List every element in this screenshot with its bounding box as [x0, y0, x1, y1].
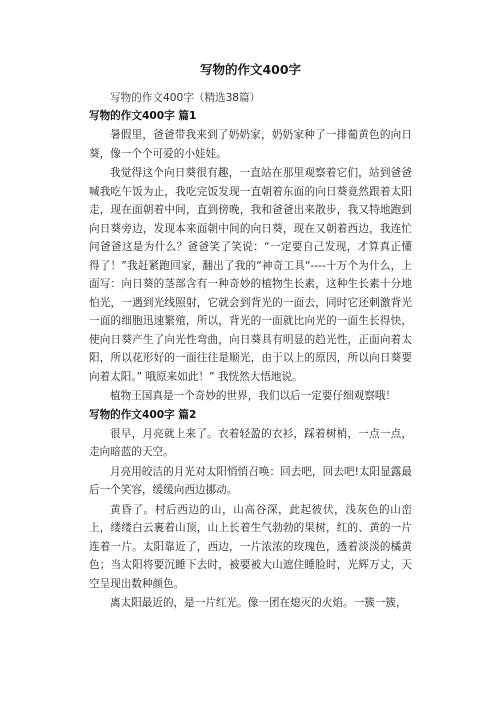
paragraph: 月亮用皎洁的月光对太阳悄悄召唤：回去吧，回去吧!太阳显露最后一个笑容，缓缓向西边挪动。 — [89, 465, 412, 496]
paragraph: 黄昏了。村后西边的山，山高谷深，此起彼伏，浅灰色的山峦上，缕缕白云裹着山顶，山上长着生气勃勃的果树，红的、黄的一片连着一片。太阳靠近了，西边，一片浓浓的玫瑰色，透着淡淡的橘黄色；当太阳将要沉睡下去时，被要被大山遮住睡脸时，光辉万丈，天空呈现出数种颜色。 — [89, 503, 412, 590]
paragraph: 暑假里，爸爸带我来到了奶奶家，奶奶家种了一排葡黄色的向日葵，像一个个可爱的小娃娃。 — [89, 129, 412, 160]
document-title: 写物的作文400字 — [199, 62, 302, 77]
paragraph: 离太阳最近的，是一片红光。像一团在熄灭的火焰。一簇一簇， — [110, 597, 407, 609]
document-subtitle: 写物的作文400字（精选38篇） — [110, 92, 261, 104]
section-heading: 写物的作文400字 篇2 — [89, 408, 197, 421]
paragraph: 很早，月亮就上来了。衣着轻盈的衣衫，踩着树梢，一点一点，走向暗蓝的天空。 — [89, 427, 412, 458]
essay-section-1 — [89, 108, 412, 406]
paragraph: 植物王国真是一个奇妙的世界，我们以后一定要仔细观察哦！ — [110, 390, 397, 402]
essay-section-2 — [89, 407, 412, 613]
paragraph: 我觉得这个向日葵很有趣，一直站在那里观察着它们，站到爸爸喊我吃午饭为止，我吃完饭发现一直朝着东面的向日葵竟然跟着太阳走，现在面朝着中间，直到傍晚，我和爸爸出来散步，我又特地跑到向日葵旁边，发现本来面朝中间的向日葵，现在又朝着西边，我连忙问爸爸这是为什么？爸爸笑了笑说：“一定要自己发现，才算真正懂得了！”我赶紧跑回家，翻出了我的“神奇工具“----十万个为什么，上面写：向日葵的茎部含有一种奇妙的植物生长素，这种生长素十分地怕光，一遇到光线照射，它就会到背光的一面去，同时它还刺激背光一面的细胞迅速繁殖，所以，背光的一面就比向光的一面生长得快，使向日葵产生了向光性弯曲，向日葵具有明显的趋光性，正面向着太阳，所以花形好的一面往往是顺光，由于以上的原因，所以向日葵要向着太阳。” 哦原来如此！” 我恍然大悟地说。 — [89, 167, 412, 383]
section-heading: 写物的作文400字 篇1 — [89, 110, 197, 122]
